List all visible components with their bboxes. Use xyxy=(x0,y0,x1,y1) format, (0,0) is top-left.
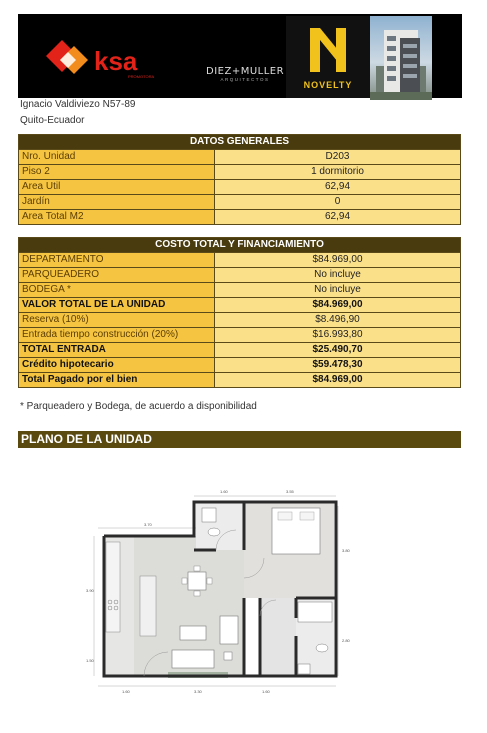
novelty-logo xyxy=(286,16,370,98)
row-label: TOTAL ENTRADA xyxy=(19,343,215,358)
row-label: Jardín xyxy=(19,195,215,210)
row-value: No incluye xyxy=(215,283,461,298)
row-value: $84.969,00 xyxy=(215,298,461,313)
row-label: Reserva (10%) xyxy=(19,313,215,328)
costo-total-title: COSTO TOTAL Y FINANCIAMIENTO xyxy=(19,238,461,253)
row-label: Entrada tiempo construcción (20%) xyxy=(19,328,215,343)
dim-label: 1.50 xyxy=(86,658,94,663)
row-label: Piso 2 xyxy=(19,165,215,180)
dim-label: 3.55 xyxy=(286,489,294,494)
datos-generales-table xyxy=(18,134,461,225)
row-value: 0 xyxy=(215,195,461,210)
header-banner xyxy=(18,14,462,98)
datos-generales-title: DATOS GENERALES xyxy=(19,135,461,150)
row-value: 62,94 xyxy=(215,180,461,195)
row-value: $84.969,00 xyxy=(215,253,461,268)
row-label: Area Util xyxy=(19,180,215,195)
dim-label: 2.80 xyxy=(342,638,350,643)
diez-muller-subtext: ARQUITECTOS xyxy=(220,77,270,82)
row-label: Area Total M2 xyxy=(19,210,215,225)
plano-section-title: PLANO DE LA UNIDAD xyxy=(18,431,461,448)
dim-label: 3.30 xyxy=(194,689,202,694)
ksa-logo-text: ksa xyxy=(94,46,138,76)
novelty-text: NOVELTY xyxy=(303,80,353,90)
dim-label: 1.60 xyxy=(262,689,270,694)
row-label: DEPARTAMENTO xyxy=(19,253,215,268)
row-label: PARQUEADERO xyxy=(19,268,215,283)
row-value: $59.478,30 xyxy=(215,358,461,373)
address-line-1: Ignacio Valdiviezo N57-89 xyxy=(20,99,136,110)
dim-label: 3.80 xyxy=(342,548,350,553)
building-photo xyxy=(370,16,432,100)
ksa-logo xyxy=(44,32,174,88)
dim-label: 1.60 xyxy=(122,689,130,694)
row-value: 62,94 xyxy=(215,210,461,225)
floor-plan xyxy=(84,486,354,696)
row-value: $16.993,80 xyxy=(215,328,461,343)
dim-label: 3.70 xyxy=(144,522,152,527)
row-value: No incluye xyxy=(215,268,461,283)
costo-total-table xyxy=(18,237,461,388)
availability-note: * Parqueadero y Bodega, de acuerdo a disponibilidad xyxy=(20,401,257,412)
row-label: Crédito hipotecario xyxy=(19,358,215,373)
row-value: $25.490,70 xyxy=(215,343,461,358)
row-value: $84.969,00 xyxy=(215,373,461,388)
diez-muller-logo xyxy=(206,66,284,92)
dim-label: 1.60 xyxy=(220,489,228,494)
novelty-n-icon xyxy=(306,26,350,74)
address-line-2: Quito-Ecuador xyxy=(20,115,85,126)
dim-label: 3.90 xyxy=(86,588,94,593)
row-value: D203 xyxy=(215,150,461,165)
row-label: Total Pagado por el bien xyxy=(19,373,215,388)
ksa-logo-tagline: PROMOTORA xyxy=(128,74,155,79)
row-label: VALOR TOTAL DE LA UNIDAD xyxy=(19,298,215,313)
row-value: 1 dormitorio xyxy=(215,165,461,180)
row-label: BODEGA * xyxy=(19,283,215,298)
row-label: Nro. Unidad xyxy=(19,150,215,165)
row-value: $8.496,90 xyxy=(215,313,461,328)
diez-muller-text: DIEZ+MULLER xyxy=(206,66,285,77)
